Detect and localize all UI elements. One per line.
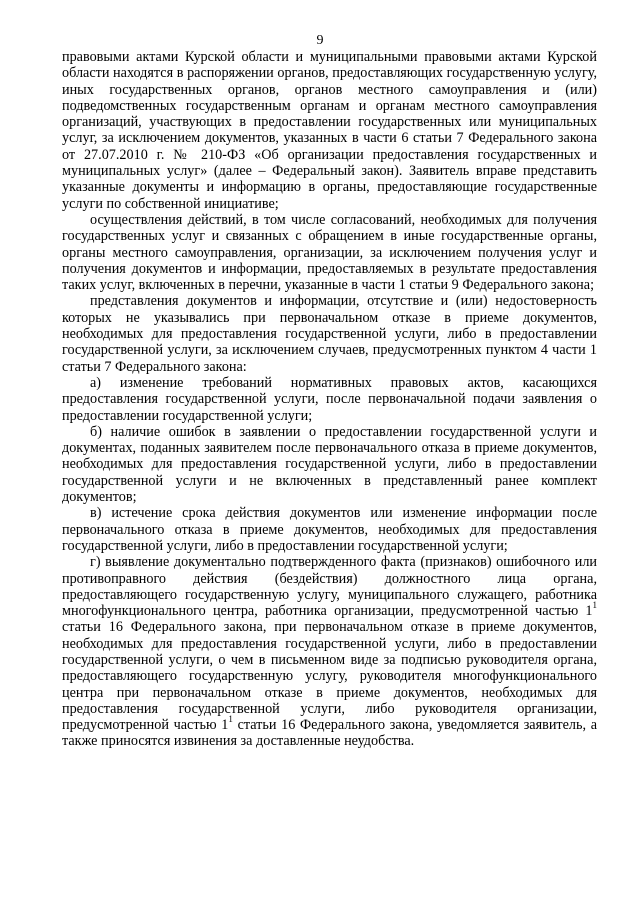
paragraph bbox=[62, 505, 597, 554]
paragraph bbox=[62, 554, 597, 750]
paragraph-text: статьи 16 Федерального закона, при первоначальном отказе в приеме документов, необходимых для предоставления государственной услуги, либо в предоставлении государственной услуги, о чем в письменном виде за подписью руководителя органа, предоставляющего государственную услугу, руководителя многофункционального центра при первоначальном отказе в приеме документов, необходимых для предоставления государственной услуги, либо руководителя организации, предусмотренной частью 1 bbox=[62, 619, 597, 734]
paragraph-text: представления документов и информации, отсутствие и (или) недостоверность которых не указывались при первоначальном отказе в приеме документов, необходимых для предоставления государственной услуги, либо в предоставлении государственной услуги, за исключением случаев, предусмотренных пунктом 4 части 1 статьи 7 Федерального закона: bbox=[62, 293, 597, 375]
paragraph bbox=[62, 293, 597, 374]
paragraph-text: в) истечение срока действия документов или изменение информации после первоначального отказа в приеме документов, необходимых для предоставления государственной услуги, либо в предоставлении государственной услуги; bbox=[62, 505, 597, 554]
paragraph bbox=[62, 212, 597, 293]
paragraph-text: правовыми актами Курской области и муниципальными правовыми актами Курской области находятся в распоряжении органов, предоставляющих государственную услугу, иных государственных органов, органов местного самоуправления и (или) подведомственных государственным органам и органам местного самоуправления организаций, участвующих в предоставлении государственных или муниципальных услуг, за исключением документов, указанных в части 6 статьи 7 Федерального закона от 27.07.2010 г. № 210-ФЗ «Об организации предоставления государственных и муниципальных услуг» (далее – Федеральный закон). Заявитель вправе представить указанные документы и информацию в органы, предоставляющие государственные услуги по собственной инициативе; bbox=[62, 49, 597, 212]
paragraph-text: осуществления действий, в том числе согласований, необходимых для получения государственных услуг и связанных с обращением в иные государственные органы, органы местного самоуправления, организации, за исключением получения услуг и получения документов и информации, предоставляемых в результате предоставления таких услуг, включенных в перечни, указанные в части 1 статьи 9 Федерального закона; bbox=[62, 211, 597, 294]
paragraph bbox=[62, 375, 597, 424]
superscript-marker: 1 bbox=[228, 714, 233, 725]
superscript-marker: 1 bbox=[592, 600, 597, 611]
paragraph bbox=[62, 49, 597, 212]
paragraph-text: статьи 16 Федерального закона, уведомляется заявитель, а также приносятся извинения за доставленные неудобства. bbox=[62, 717, 597, 750]
paragraph-text: г) выявление документально подтвержденного факта (признаков) ошибочного или противоправного действия (бездействия) должностного лица органа, предоставляющего государственную услугу, муниципального служащего, работника многофункционального центра, работника организации, предусмотренной частью 1 bbox=[62, 554, 597, 620]
paragraph bbox=[62, 424, 597, 505]
paragraph-text: б) наличие ошибок в заявлении о предоставлении государственной услуги и документах, поданных заявителем после первоначального отказа в приеме документов, необходимых для предоставления государственной услуги, либо в предоставлении государственной услуги и не включенных в представленный ранее комплект документов; bbox=[62, 423, 597, 506]
page-number: 9 bbox=[316, 33, 324, 48]
paragraph-text: а) изменение требований нормативных правовых актов, касающихся предоставления государственной услуги, после первоначальной подачи заявления о предоставлении государственной услуги; bbox=[62, 374, 597, 424]
document-text-body bbox=[62, 49, 597, 750]
